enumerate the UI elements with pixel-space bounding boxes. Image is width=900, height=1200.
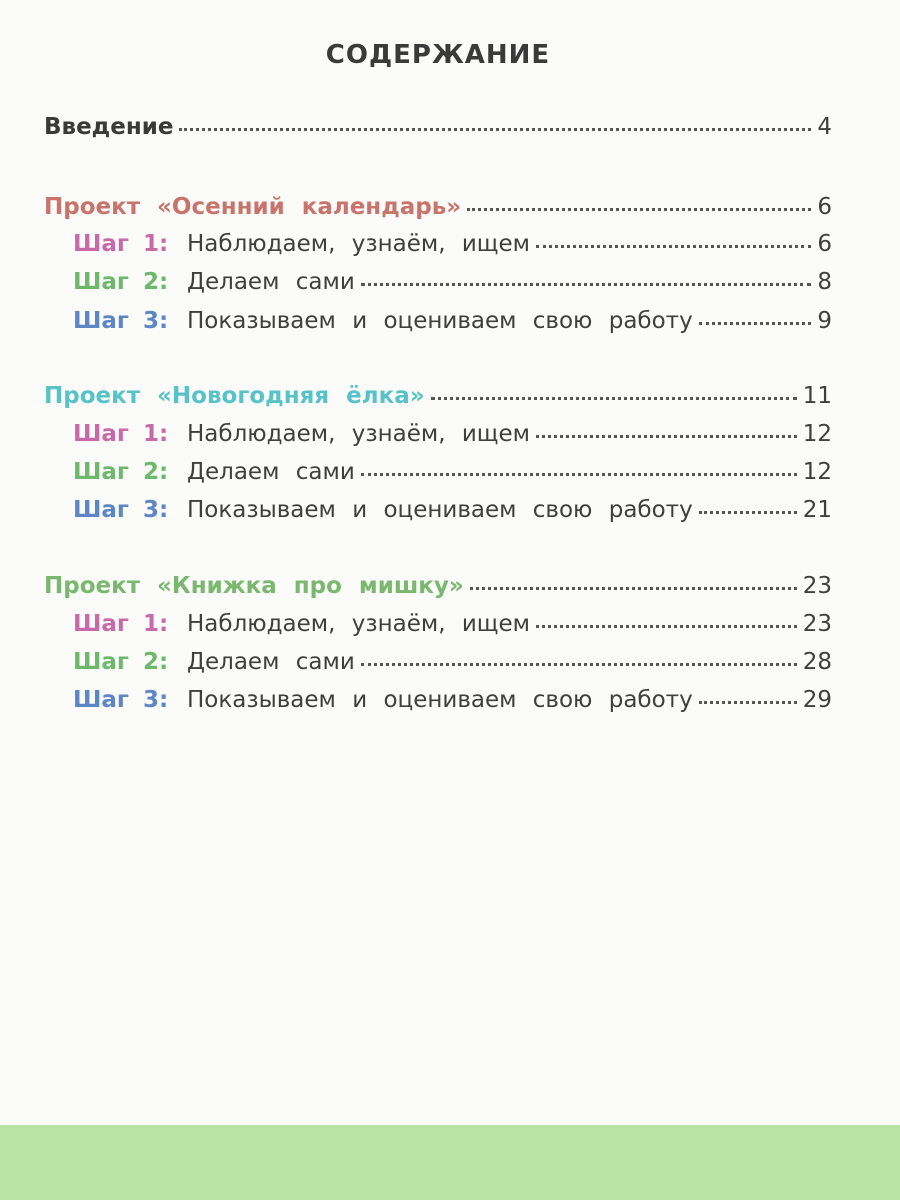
step-title: Делаем сами <box>187 459 355 485</box>
entry-page-number: 28 <box>802 649 832 675</box>
entry-page-number: 8 <box>817 269 832 295</box>
step-title: Делаем сами <box>187 269 355 295</box>
step-number: Шаг 3: <box>73 497 169 523</box>
toc-entry-step[interactable] <box>73 231 832 265</box>
step-number: Шаг 1: <box>73 231 169 257</box>
step-title: Показываем и оцениваем свою работу <box>187 687 693 713</box>
toc-entry-step[interactable] <box>73 269 832 303</box>
toc-entry-step[interactable] <box>73 497 832 531</box>
toc-entry-step[interactable] <box>73 687 832 721</box>
entry-page-number: 4 <box>817 114 832 140</box>
step-number: Шаг 3: <box>73 687 169 713</box>
entry-page-number: 21 <box>802 497 832 523</box>
project-title: Проект «Книжка про мишку» <box>44 573 464 599</box>
toc-entry-step[interactable] <box>73 308 832 342</box>
step-title: Наблюдаем, узнаём, ищем <box>187 611 530 637</box>
toc-entry-step[interactable] <box>73 611 832 645</box>
dot-leader <box>361 473 797 476</box>
page-title: СОДЕРЖАНИЕ <box>325 40 551 70</box>
step-title: Наблюдаем, узнаём, ищем <box>187 421 530 447</box>
toc-entry-step[interactable] <box>73 421 832 455</box>
toc-entry-intro[interactable] <box>44 114 832 148</box>
dot-leader <box>467 208 811 211</box>
entry-page-number: 29 <box>802 687 832 713</box>
dot-leader <box>431 397 797 400</box>
dot-leader <box>361 663 797 666</box>
entry-page-number: 12 <box>802 421 832 447</box>
step-number: Шаг 2: <box>73 459 169 485</box>
dot-leader <box>536 625 797 628</box>
toc-entry-project-1[interactable] <box>44 194 832 228</box>
step-number: Шаг 2: <box>73 269 169 295</box>
entry-page-number: 12 <box>802 459 832 485</box>
step-title: Показываем и оцениваем свою работу <box>187 497 693 523</box>
dot-leader <box>179 128 811 131</box>
entry-page-number: 6 <box>817 231 832 257</box>
project-title: Проект «Новогодняя ёлка» <box>44 383 425 409</box>
toc-entry-project-2[interactable] <box>44 383 832 417</box>
entry-label: Введение <box>44 114 174 140</box>
dot-leader <box>699 322 812 325</box>
entry-page-number: 6 <box>817 194 832 220</box>
project-title: Проект «Осенний календарь» <box>44 194 462 220</box>
dot-leader <box>699 701 797 704</box>
step-title: Делаем сами <box>187 649 355 675</box>
toc-entry-step[interactable] <box>73 649 832 683</box>
step-title: Показываем и оцениваем свою работу <box>187 308 693 334</box>
dot-leader <box>470 587 797 590</box>
dot-leader <box>536 435 797 438</box>
dot-leader <box>699 511 797 514</box>
toc-entry-step[interactable] <box>73 459 832 493</box>
dot-leader <box>536 245 811 248</box>
dot-leader <box>361 283 812 286</box>
entry-page-number: 23 <box>802 611 832 637</box>
step-number: Шаг 2: <box>73 649 169 675</box>
step-number: Шаг 3: <box>73 308 169 334</box>
entry-page-number: 23 <box>802 573 832 599</box>
footer-color-band <box>0 1125 900 1200</box>
step-number: Шаг 1: <box>73 421 169 447</box>
step-title: Наблюдаем, узнаём, ищем <box>187 231 530 257</box>
entry-page-number: 11 <box>802 383 832 409</box>
step-number: Шаг 1: <box>73 611 169 637</box>
entry-page-number: 9 <box>817 308 832 334</box>
toc-entry-project-3[interactable] <box>44 573 832 607</box>
